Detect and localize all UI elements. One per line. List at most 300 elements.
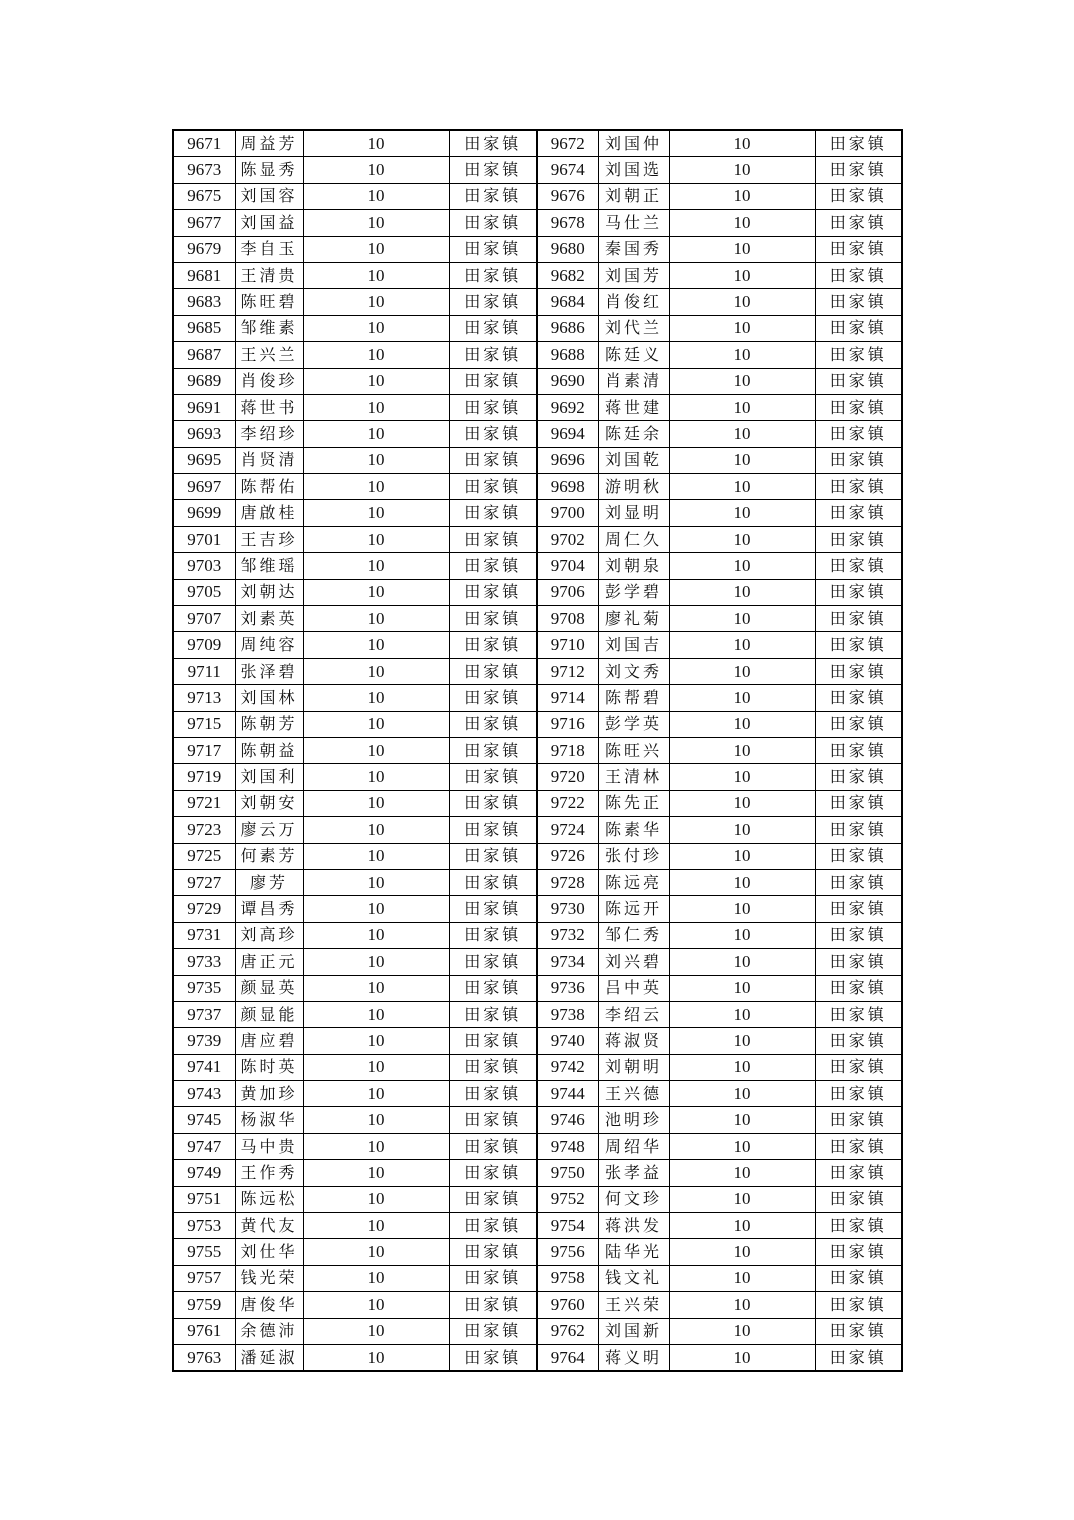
left-amount-cell: 10: [303, 579, 449, 605]
left-amount-cell: 10: [303, 342, 449, 368]
left-amount-cell: 10: [303, 685, 449, 711]
left-name-cell: 陈朝益: [235, 737, 303, 763]
table-row: [173, 1054, 902, 1080]
left-number-cell: 9721: [173, 790, 235, 816]
left-amount-cell: 10: [303, 368, 449, 394]
table-row: [173, 553, 902, 579]
right-amount-cell: 10: [669, 843, 815, 869]
right-town-cell: 田家镇: [815, 1160, 902, 1186]
left-amount-cell: 10: [303, 474, 449, 500]
right-amount-cell: 10: [669, 1107, 815, 1133]
right-name-cell: 张付珍: [598, 843, 669, 869]
right-town-cell: 田家镇: [815, 368, 902, 394]
left-amount-cell: 10: [303, 1054, 449, 1080]
left-number-cell: 9739: [173, 1028, 235, 1054]
left-number-cell: 9737: [173, 1001, 235, 1027]
left-number-cell: 9733: [173, 949, 235, 975]
left-number-cell: 9735: [173, 975, 235, 1001]
left-town-cell: 田家镇: [449, 922, 537, 948]
table-row: [173, 526, 902, 552]
right-amount-cell: 10: [669, 658, 815, 684]
right-town-cell: 田家镇: [815, 289, 902, 315]
right-name-cell: 肖俊红: [598, 289, 669, 315]
roster-table: [172, 129, 903, 1372]
left-amount-cell: 10: [303, 315, 449, 341]
left-amount-cell: 10: [303, 157, 449, 183]
left-name-cell: 唐应碧: [235, 1028, 303, 1054]
right-number-cell: 9674: [537, 157, 598, 183]
right-number-cell: 9748: [537, 1133, 598, 1159]
left-number-cell: 9749: [173, 1160, 235, 1186]
right-number-cell: 9742: [537, 1054, 598, 1080]
left-town-cell: 田家镇: [449, 1081, 537, 1107]
left-amount-cell: 10: [303, 1213, 449, 1239]
right-town-cell: 田家镇: [815, 737, 902, 763]
table-row: [173, 632, 902, 658]
left-number-cell: 9729: [173, 896, 235, 922]
right-town-cell: 田家镇: [815, 1344, 902, 1371]
right-name-cell: 王兴荣: [598, 1292, 669, 1318]
right-number-cell: 9690: [537, 368, 598, 394]
table-row: [173, 1239, 902, 1265]
right-name-cell: 张孝益: [598, 1160, 669, 1186]
right-name-cell: 刘朝明: [598, 1054, 669, 1080]
right-number-cell: 9682: [537, 262, 598, 288]
left-amount-cell: 10: [303, 1239, 449, 1265]
right-town-cell: 田家镇: [815, 447, 902, 473]
right-town-cell: 田家镇: [815, 869, 902, 895]
right-amount-cell: 10: [669, 368, 815, 394]
right-town-cell: 田家镇: [815, 764, 902, 790]
left-number-cell: 9751: [173, 1186, 235, 1212]
left-name-cell: 廖芳: [235, 869, 303, 895]
left-amount-cell: 10: [303, 1292, 449, 1318]
left-number-cell: 9707: [173, 606, 235, 632]
left-town-cell: 田家镇: [449, 896, 537, 922]
left-amount-cell: 10: [303, 790, 449, 816]
table-row: [173, 790, 902, 816]
left-name-cell: 颜显能: [235, 1001, 303, 1027]
right-number-cell: 9702: [537, 526, 598, 552]
table-row: [173, 949, 902, 975]
right-number-cell: 9730: [537, 896, 598, 922]
table-row: [173, 368, 902, 394]
left-town-cell: 田家镇: [449, 975, 537, 1001]
right-amount-cell: 10: [669, 262, 815, 288]
left-name-cell: 李绍珍: [235, 421, 303, 447]
right-amount-cell: 10: [669, 210, 815, 236]
left-town-cell: 田家镇: [449, 315, 537, 341]
table-row: [173, 421, 902, 447]
left-town-cell: 田家镇: [449, 183, 537, 209]
right-number-cell: 9680: [537, 236, 598, 262]
table-row: [173, 711, 902, 737]
right-amount-cell: 10: [669, 764, 815, 790]
right-number-cell: 9740: [537, 1028, 598, 1054]
left-amount-cell: 10: [303, 236, 449, 262]
table-row: [173, 922, 902, 948]
left-town-cell: 田家镇: [449, 1028, 537, 1054]
left-amount-cell: 10: [303, 289, 449, 315]
left-name-cell: 肖俊珍: [235, 368, 303, 394]
left-amount-cell: 10: [303, 183, 449, 209]
right-name-cell: 刘显明: [598, 500, 669, 526]
left-number-cell: 9673: [173, 157, 235, 183]
table-row: [173, 737, 902, 763]
right-number-cell: 9716: [537, 711, 598, 737]
right-name-cell: 池明珍: [598, 1107, 669, 1133]
left-town-cell: 田家镇: [449, 869, 537, 895]
left-number-cell: 9683: [173, 289, 235, 315]
right-town-cell: 田家镇: [815, 236, 902, 262]
left-name-cell: 张泽碧: [235, 658, 303, 684]
left-town-cell: 田家镇: [449, 1265, 537, 1291]
right-amount-cell: 10: [669, 1081, 815, 1107]
right-amount-cell: 10: [669, 1292, 815, 1318]
left-name-cell: 廖云万: [235, 817, 303, 843]
left-amount-cell: 10: [303, 737, 449, 763]
left-town-cell: 田家镇: [449, 210, 537, 236]
left-number-cell: 9677: [173, 210, 235, 236]
left-amount-cell: 10: [303, 262, 449, 288]
left-town-cell: 田家镇: [449, 553, 537, 579]
table-row: [173, 579, 902, 605]
table-row: [173, 1213, 902, 1239]
right-name-cell: 刘兴碧: [598, 949, 669, 975]
left-name-cell: 谭昌秀: [235, 896, 303, 922]
right-number-cell: 9764: [537, 1344, 598, 1371]
right-town-cell: 田家镇: [815, 975, 902, 1001]
right-name-cell: 蒋世建: [598, 394, 669, 420]
left-number-cell: 9717: [173, 737, 235, 763]
left-name-cell: 刘国益: [235, 210, 303, 236]
left-amount-cell: 10: [303, 1001, 449, 1027]
right-number-cell: 9738: [537, 1001, 598, 1027]
left-name-cell: 刘高珍: [235, 922, 303, 948]
left-town-cell: 田家镇: [449, 949, 537, 975]
table-row: [173, 606, 902, 632]
right-name-cell: 何文珍: [598, 1186, 669, 1212]
right-number-cell: 9714: [537, 685, 598, 711]
right-name-cell: 蒋淑贤: [598, 1028, 669, 1054]
table-row: [173, 685, 902, 711]
right-number-cell: 9712: [537, 658, 598, 684]
right-number-cell: 9706: [537, 579, 598, 605]
left-amount-cell: 10: [303, 421, 449, 447]
left-amount-cell: 10: [303, 1081, 449, 1107]
left-number-cell: 9697: [173, 474, 235, 500]
right-town-cell: 田家镇: [815, 896, 902, 922]
left-name-cell: 王作秀: [235, 1160, 303, 1186]
left-name-cell: 刘朝达: [235, 579, 303, 605]
left-name-cell: 陈朝芳: [235, 711, 303, 737]
right-name-cell: 刘文秀: [598, 658, 669, 684]
right-name-cell: 吕中英: [598, 975, 669, 1001]
left-amount-cell: 10: [303, 526, 449, 552]
right-name-cell: 彭学碧: [598, 579, 669, 605]
left-name-cell: 周纯容: [235, 632, 303, 658]
right-amount-cell: 10: [669, 1001, 815, 1027]
left-town-cell: 田家镇: [449, 289, 537, 315]
left-amount-cell: 10: [303, 843, 449, 869]
right-number-cell: 9726: [537, 843, 598, 869]
right-name-cell: 刘代兰: [598, 315, 669, 341]
right-number-cell: 9762: [537, 1318, 598, 1344]
left-name-cell: 刘素英: [235, 606, 303, 632]
right-number-cell: 9696: [537, 447, 598, 473]
left-number-cell: 9757: [173, 1265, 235, 1291]
right-amount-cell: 10: [669, 922, 815, 948]
left-amount-cell: 10: [303, 922, 449, 948]
right-amount-cell: 10: [669, 579, 815, 605]
right-name-cell: 陆华光: [598, 1239, 669, 1265]
right-number-cell: 9760: [537, 1292, 598, 1318]
right-name-cell: 陈廷义: [598, 342, 669, 368]
left-town-cell: 田家镇: [449, 685, 537, 711]
right-number-cell: 9750: [537, 1160, 598, 1186]
left-town-cell: 田家镇: [449, 447, 537, 473]
left-number-cell: 9685: [173, 315, 235, 341]
left-amount-cell: 10: [303, 764, 449, 790]
left-name-cell: 唐正元: [235, 949, 303, 975]
right-town-cell: 田家镇: [815, 1292, 902, 1318]
right-amount-cell: 10: [669, 394, 815, 420]
left-number-cell: 9725: [173, 843, 235, 869]
left-number-cell: 9715: [173, 711, 235, 737]
left-amount-cell: 10: [303, 658, 449, 684]
right-town-cell: 田家镇: [815, 685, 902, 711]
left-number-cell: 9741: [173, 1054, 235, 1080]
table-row: [173, 896, 902, 922]
right-town-cell: 田家镇: [815, 949, 902, 975]
right-number-cell: 9700: [537, 500, 598, 526]
right-amount-cell: 10: [669, 315, 815, 341]
left-amount-cell: 10: [303, 711, 449, 737]
left-name-cell: 蒋世书: [235, 394, 303, 420]
left-number-cell: 9761: [173, 1318, 235, 1344]
right-name-cell: 王清林: [598, 764, 669, 790]
right-name-cell: 陈先正: [598, 790, 669, 816]
right-amount-cell: 10: [669, 1265, 815, 1291]
left-name-cell: 唐俊华: [235, 1292, 303, 1318]
left-number-cell: 9703: [173, 553, 235, 579]
right-number-cell: 9758: [537, 1265, 598, 1291]
right-number-cell: 9710: [537, 632, 598, 658]
table-row: [173, 1292, 902, 1318]
left-amount-cell: 10: [303, 1107, 449, 1133]
right-name-cell: 蒋义明: [598, 1344, 669, 1371]
table-row: [173, 289, 902, 315]
right-amount-cell: 10: [669, 342, 815, 368]
right-town-cell: 田家镇: [815, 474, 902, 500]
right-name-cell: 陈远开: [598, 896, 669, 922]
left-amount-cell: 10: [303, 394, 449, 420]
right-number-cell: 9692: [537, 394, 598, 420]
right-number-cell: 9678: [537, 210, 598, 236]
right-town-cell: 田家镇: [815, 1133, 902, 1159]
right-number-cell: 9708: [537, 606, 598, 632]
table-row: [173, 658, 902, 684]
left-name-cell: 陈旺碧: [235, 289, 303, 315]
left-number-cell: 9731: [173, 922, 235, 948]
right-amount-cell: 10: [669, 183, 815, 209]
right-town-cell: 田家镇: [815, 711, 902, 737]
right-town-cell: 田家镇: [815, 632, 902, 658]
left-town-cell: 田家镇: [449, 474, 537, 500]
left-town-cell: 田家镇: [449, 500, 537, 526]
left-town-cell: 田家镇: [449, 632, 537, 658]
right-town-cell: 田家镇: [815, 1186, 902, 1212]
left-town-cell: 田家镇: [449, 843, 537, 869]
right-name-cell: 游明秋: [598, 474, 669, 500]
table-row: [173, 1186, 902, 1212]
table-row: [173, 764, 902, 790]
left-town-cell: 田家镇: [449, 1054, 537, 1080]
left-town-cell: 田家镇: [449, 1107, 537, 1133]
right-amount-cell: 10: [669, 474, 815, 500]
left-name-cell: 陈显秀: [235, 157, 303, 183]
table-row: [173, 157, 902, 183]
roster-body: [173, 130, 902, 1371]
right-number-cell: 9672: [537, 130, 598, 157]
left-number-cell: 9709: [173, 632, 235, 658]
table-row: [173, 817, 902, 843]
left-number-cell: 9763: [173, 1344, 235, 1371]
right-name-cell: 陈远亮: [598, 869, 669, 895]
right-number-cell: 9756: [537, 1239, 598, 1265]
right-name-cell: 秦国秀: [598, 236, 669, 262]
right-town-cell: 田家镇: [815, 500, 902, 526]
right-amount-cell: 10: [669, 1133, 815, 1159]
right-number-cell: 9724: [537, 817, 598, 843]
table-row: [173, 183, 902, 209]
left-amount-cell: 10: [303, 1265, 449, 1291]
left-number-cell: 9755: [173, 1239, 235, 1265]
right-town-cell: 田家镇: [815, 1028, 902, 1054]
right-name-cell: 陈素华: [598, 817, 669, 843]
right-town-cell: 田家镇: [815, 130, 902, 157]
left-number-cell: 9711: [173, 658, 235, 684]
left-amount-cell: 10: [303, 1133, 449, 1159]
right-town-cell: 田家镇: [815, 262, 902, 288]
left-name-cell: 刘国林: [235, 685, 303, 711]
left-amount-cell: 10: [303, 817, 449, 843]
right-town-cell: 田家镇: [815, 579, 902, 605]
right-amount-cell: 10: [669, 1186, 815, 1212]
left-name-cell: 杨淑华: [235, 1107, 303, 1133]
right-town-cell: 田家镇: [815, 1081, 902, 1107]
left-town-cell: 田家镇: [449, 1213, 537, 1239]
left-number-cell: 9693: [173, 421, 235, 447]
table-row: [173, 1160, 902, 1186]
left-number-cell: 9691: [173, 394, 235, 420]
right-amount-cell: 10: [669, 421, 815, 447]
right-town-cell: 田家镇: [815, 553, 902, 579]
left-town-cell: 田家镇: [449, 711, 537, 737]
left-town-cell: 田家镇: [449, 236, 537, 262]
table-row: [173, 342, 902, 368]
left-number-cell: 9719: [173, 764, 235, 790]
left-number-cell: 9713: [173, 685, 235, 711]
left-name-cell: 刘国容: [235, 183, 303, 209]
left-town-cell: 田家镇: [449, 817, 537, 843]
right-town-cell: 田家镇: [815, 922, 902, 948]
left-town-cell: 田家镇: [449, 262, 537, 288]
left-name-cell: 陈帮佑: [235, 474, 303, 500]
left-town-cell: 田家镇: [449, 130, 537, 157]
left-number-cell: 9681: [173, 262, 235, 288]
left-amount-cell: 10: [303, 869, 449, 895]
right-name-cell: 刘国新: [598, 1318, 669, 1344]
right-amount-cell: 10: [669, 236, 815, 262]
right-amount-cell: 10: [669, 1239, 815, 1265]
right-name-cell: 刘国乾: [598, 447, 669, 473]
right-number-cell: 9698: [537, 474, 598, 500]
left-amount-cell: 10: [303, 949, 449, 975]
right-name-cell: 陈帮碧: [598, 685, 669, 711]
right-amount-cell: 10: [669, 289, 815, 315]
left-name-cell: 李自玉: [235, 236, 303, 262]
left-town-cell: 田家镇: [449, 1239, 537, 1265]
right-name-cell: 刘国选: [598, 157, 669, 183]
left-number-cell: 9747: [173, 1133, 235, 1159]
left-number-cell: 9705: [173, 579, 235, 605]
left-town-cell: 田家镇: [449, 1292, 537, 1318]
right-name-cell: 钱文礼: [598, 1265, 669, 1291]
table-row: [173, 236, 902, 262]
left-number-cell: 9743: [173, 1081, 235, 1107]
left-number-cell: 9759: [173, 1292, 235, 1318]
right-number-cell: 9722: [537, 790, 598, 816]
right-town-cell: 田家镇: [815, 658, 902, 684]
right-town-cell: 田家镇: [815, 421, 902, 447]
left-amount-cell: 10: [303, 1028, 449, 1054]
right-number-cell: 9704: [537, 553, 598, 579]
left-name-cell: 唐啟桂: [235, 500, 303, 526]
left-number-cell: 9745: [173, 1107, 235, 1133]
right-amount-cell: 10: [669, 1344, 815, 1371]
left-amount-cell: 10: [303, 1318, 449, 1344]
left-amount-cell: 10: [303, 1344, 449, 1371]
right-amount-cell: 10: [669, 737, 815, 763]
left-number-cell: 9723: [173, 817, 235, 843]
table-row: [173, 130, 902, 157]
left-town-cell: 田家镇: [449, 342, 537, 368]
right-town-cell: 田家镇: [815, 157, 902, 183]
left-town-cell: 田家镇: [449, 764, 537, 790]
table-row: [173, 315, 902, 341]
left-name-cell: 刘朝安: [235, 790, 303, 816]
right-name-cell: 马仕兰: [598, 210, 669, 236]
left-name-cell: 周益芳: [235, 130, 303, 157]
right-name-cell: 周仁久: [598, 526, 669, 552]
left-name-cell: 潘延淑: [235, 1344, 303, 1371]
right-town-cell: 田家镇: [815, 1265, 902, 1291]
left-name-cell: 黄代友: [235, 1213, 303, 1239]
right-name-cell: 彭学英: [598, 711, 669, 737]
left-number-cell: 9671: [173, 130, 235, 157]
right-number-cell: 9734: [537, 949, 598, 975]
right-amount-cell: 10: [669, 447, 815, 473]
right-amount-cell: 10: [669, 606, 815, 632]
right-name-cell: 刘朝泉: [598, 553, 669, 579]
left-amount-cell: 10: [303, 130, 449, 157]
right-amount-cell: 10: [669, 500, 815, 526]
left-town-cell: 田家镇: [449, 1318, 537, 1344]
left-town-cell: 田家镇: [449, 1186, 537, 1212]
left-town-cell: 田家镇: [449, 737, 537, 763]
left-amount-cell: 10: [303, 447, 449, 473]
